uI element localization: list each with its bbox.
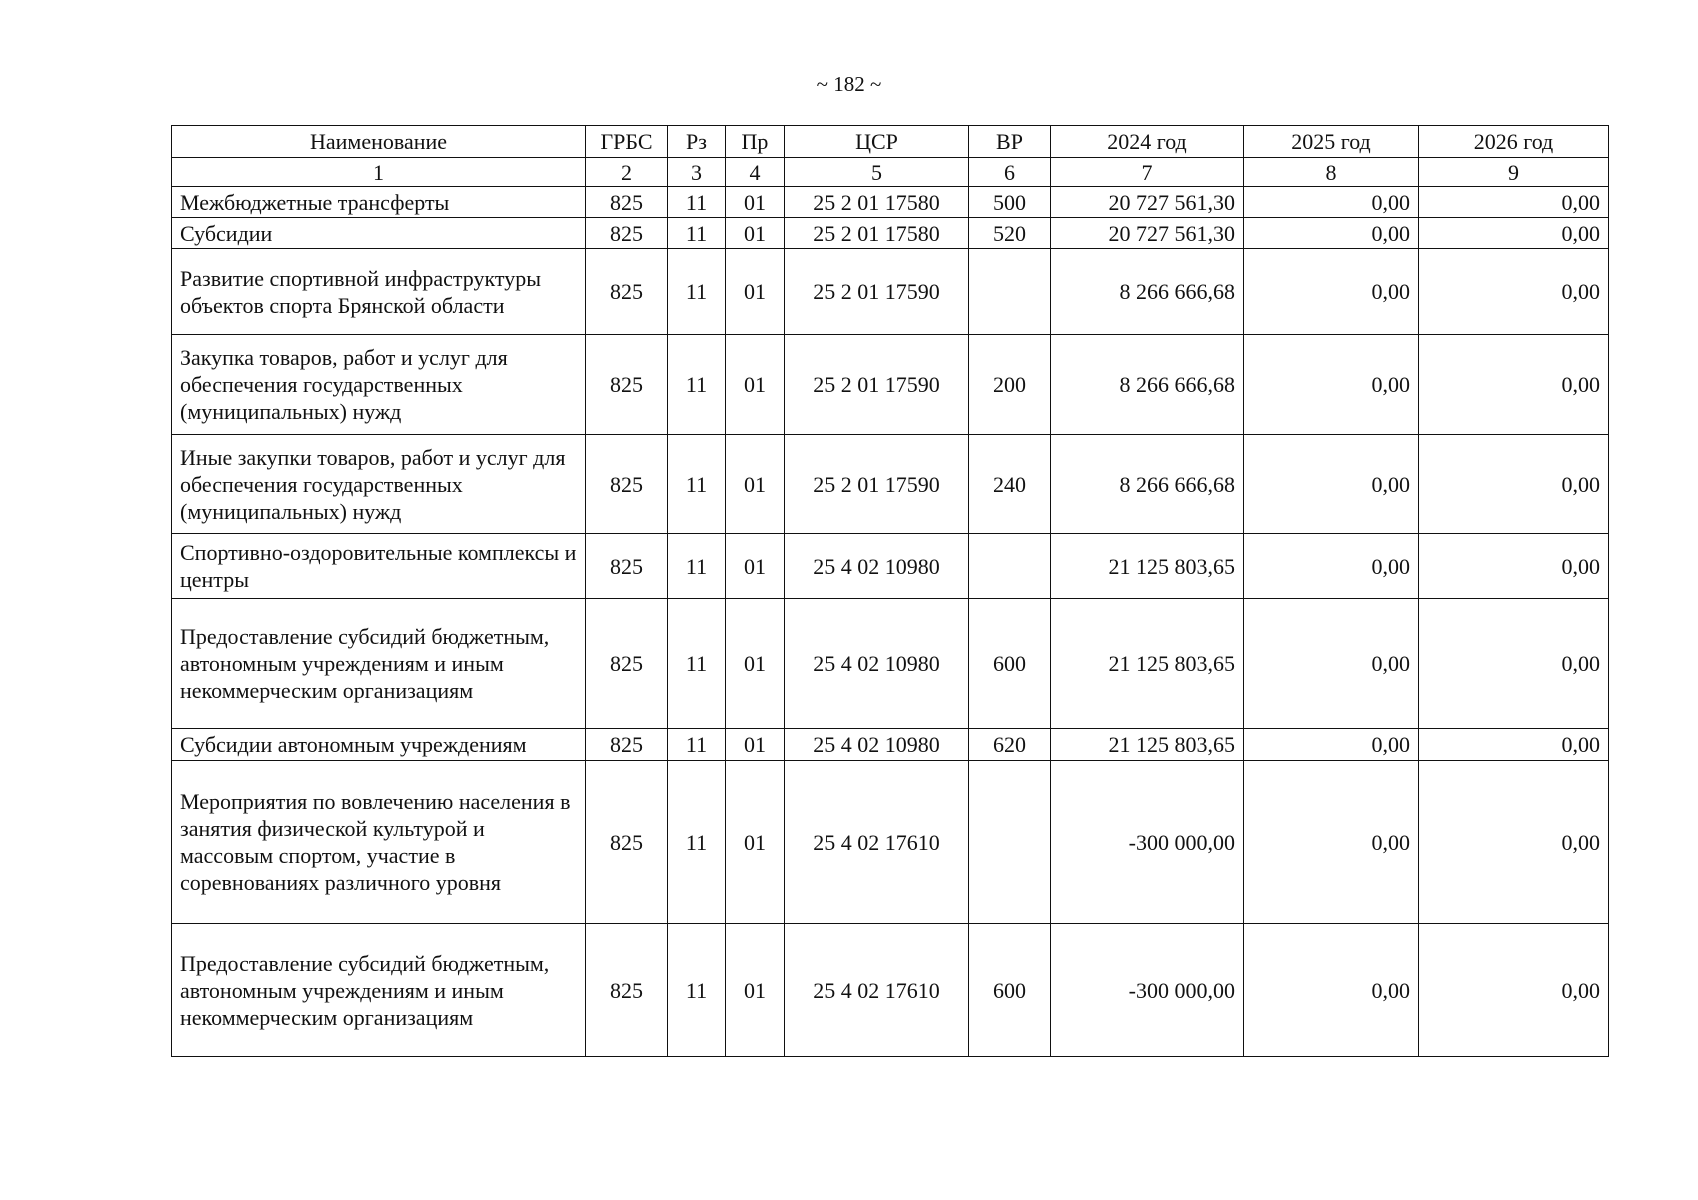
row-2024: 20 727 561,30: [1051, 187, 1244, 218]
row-grbs: 825: [586, 534, 668, 599]
row-2024: 21 125 803,65: [1051, 599, 1244, 729]
row-2024: 8 266 666,68: [1051, 249, 1244, 335]
header-2025: 2025 год: [1244, 126, 1419, 158]
row-csr: 25 2 01 17590: [785, 335, 969, 435]
row-rz: 11: [668, 599, 726, 729]
row-2024: 20 727 561,30: [1051, 218, 1244, 249]
row-2024: -300 000,00: [1051, 924, 1244, 1057]
row-2025: 0,00: [1244, 924, 1419, 1057]
row-2026: 0,00: [1419, 729, 1609, 761]
table-row: [172, 729, 1609, 761]
row-name: Закупка товаров, работ и услуг для обеспечения государственных (муниципальных) нужд: [172, 335, 586, 435]
row-csr: 25 2 01 17580: [785, 218, 969, 249]
table-row: [172, 187, 1609, 218]
table-row: [172, 435, 1609, 534]
row-vr: [969, 761, 1051, 924]
table-row: [172, 249, 1609, 335]
row-csr: 25 2 01 17590: [785, 249, 969, 335]
table-row: [172, 335, 1609, 435]
header-rz: Рз: [668, 126, 726, 158]
row-rz: 11: [668, 187, 726, 218]
table-row: [172, 218, 1609, 249]
row-2024: 21 125 803,65: [1051, 534, 1244, 599]
row-name: Субсидии: [172, 218, 586, 249]
row-pr: 01: [726, 599, 785, 729]
row-rz: 11: [668, 435, 726, 534]
row-name: Межбюджетные трансферты: [172, 187, 586, 218]
column-number: 7: [1051, 158, 1244, 187]
row-2025: 0,00: [1244, 335, 1419, 435]
row-pr: 01: [726, 924, 785, 1057]
row-pr: 01: [726, 729, 785, 761]
row-vr: 200: [969, 335, 1051, 435]
row-name: Предоставление субсидий бюджетным, автономным учреждениям и иным некоммерческим организациям: [172, 599, 586, 729]
header-2026: 2026 год: [1419, 126, 1609, 158]
row-rz: 11: [668, 218, 726, 249]
row-pr: 01: [726, 435, 785, 534]
header-name: Наименование: [172, 126, 586, 158]
row-2025: 0,00: [1244, 729, 1419, 761]
column-number: 3: [668, 158, 726, 187]
row-2024: -300 000,00: [1051, 761, 1244, 924]
row-2026: 0,00: [1419, 924, 1609, 1057]
row-csr: 25 2 01 17580: [785, 187, 969, 218]
row-pr: 01: [726, 335, 785, 435]
row-csr: 25 4 02 17610: [785, 761, 969, 924]
column-number-row: [172, 158, 1609, 187]
column-number: 5: [785, 158, 969, 187]
column-number: 2: [586, 158, 668, 187]
row-2025: 0,00: [1244, 218, 1419, 249]
row-vr: 520: [969, 218, 1051, 249]
row-2025: 0,00: [1244, 187, 1419, 218]
row-2024: 21 125 803,65: [1051, 729, 1244, 761]
row-csr: 25 4 02 17610: [785, 924, 969, 1057]
row-rz: 11: [668, 924, 726, 1057]
row-2024: 8 266 666,68: [1051, 435, 1244, 534]
row-grbs: 825: [586, 435, 668, 534]
row-rz: 11: [668, 335, 726, 435]
row-2026: 0,00: [1419, 599, 1609, 729]
row-name: Иные закупки товаров, работ и услуг для обеспечения государственных (муниципальных) нужд: [172, 435, 586, 534]
row-vr: 600: [969, 924, 1051, 1057]
row-vr: [969, 249, 1051, 335]
row-grbs: 825: [586, 761, 668, 924]
row-2025: 0,00: [1244, 761, 1419, 924]
row-pr: 01: [726, 761, 785, 924]
row-pr: 01: [726, 534, 785, 599]
row-grbs: 825: [586, 599, 668, 729]
page-number: ~ 182 ~: [816, 72, 882, 96]
column-number: 1: [172, 158, 586, 187]
row-2026: 0,00: [1419, 335, 1609, 435]
row-grbs: 825: [586, 335, 668, 435]
row-rz: 11: [668, 249, 726, 335]
header-2024: 2024 год: [1051, 126, 1244, 158]
row-vr: 500: [969, 187, 1051, 218]
row-name: Развитие спортивной инфраструктуры объектов спорта Брянской области: [172, 249, 586, 335]
row-2024: 8 266 666,68: [1051, 335, 1244, 435]
row-csr: 25 4 02 10980: [785, 729, 969, 761]
row-name: Мероприятия по вовлечению населения в занятия физической культурой и массовым спортом, участие в соревнованиях различного уровня: [172, 761, 586, 924]
row-grbs: 825: [586, 187, 668, 218]
column-number: 4: [726, 158, 785, 187]
row-vr: 600: [969, 599, 1051, 729]
row-csr: 25 2 01 17590: [785, 435, 969, 534]
row-2026: 0,00: [1419, 435, 1609, 534]
table-row: [172, 599, 1609, 729]
row-2026: 0,00: [1419, 187, 1609, 218]
row-rz: 11: [668, 534, 726, 599]
row-2025: 0,00: [1244, 599, 1419, 729]
budget-table: [171, 125, 1609, 1057]
row-grbs: 825: [586, 218, 668, 249]
column-number: 8: [1244, 158, 1419, 187]
row-pr: 01: [726, 249, 785, 335]
table-row: [172, 924, 1609, 1057]
column-number: 9: [1419, 158, 1609, 187]
row-vr: [969, 534, 1051, 599]
table-row: [172, 761, 1609, 924]
row-pr: 01: [726, 218, 785, 249]
column-number: 6: [969, 158, 1051, 187]
row-rz: 11: [668, 761, 726, 924]
row-2026: 0,00: [1419, 218, 1609, 249]
row-name: Субсидии автономным учреждениям: [172, 729, 586, 761]
row-pr: 01: [726, 187, 785, 218]
header-csr: ЦСР: [785, 126, 969, 158]
header-row: [172, 126, 1609, 158]
row-csr: 25 4 02 10980: [785, 534, 969, 599]
row-grbs: 825: [586, 249, 668, 335]
row-csr: 25 4 02 10980: [785, 599, 969, 729]
row-rz: 11: [668, 729, 726, 761]
header-pr: Пр: [726, 126, 785, 158]
table-row: [172, 534, 1609, 599]
row-2026: 0,00: [1419, 761, 1609, 924]
row-name: Предоставление субсидий бюджетным, автономным учреждениям и иным некоммерческим организациям: [172, 924, 586, 1057]
row-grbs: 825: [586, 729, 668, 761]
row-name: Спортивно-оздоровительные комплексы и центры: [172, 534, 586, 599]
row-2026: 0,00: [1419, 249, 1609, 335]
header-grbs: ГРБС: [586, 126, 668, 158]
header-vr: ВР: [969, 126, 1051, 158]
row-2025: 0,00: [1244, 249, 1419, 335]
row-2026: 0,00: [1419, 534, 1609, 599]
row-grbs: 825: [586, 924, 668, 1057]
row-vr: 240: [969, 435, 1051, 534]
row-2025: 0,00: [1244, 435, 1419, 534]
row-2025: 0,00: [1244, 534, 1419, 599]
row-vr: 620: [969, 729, 1051, 761]
